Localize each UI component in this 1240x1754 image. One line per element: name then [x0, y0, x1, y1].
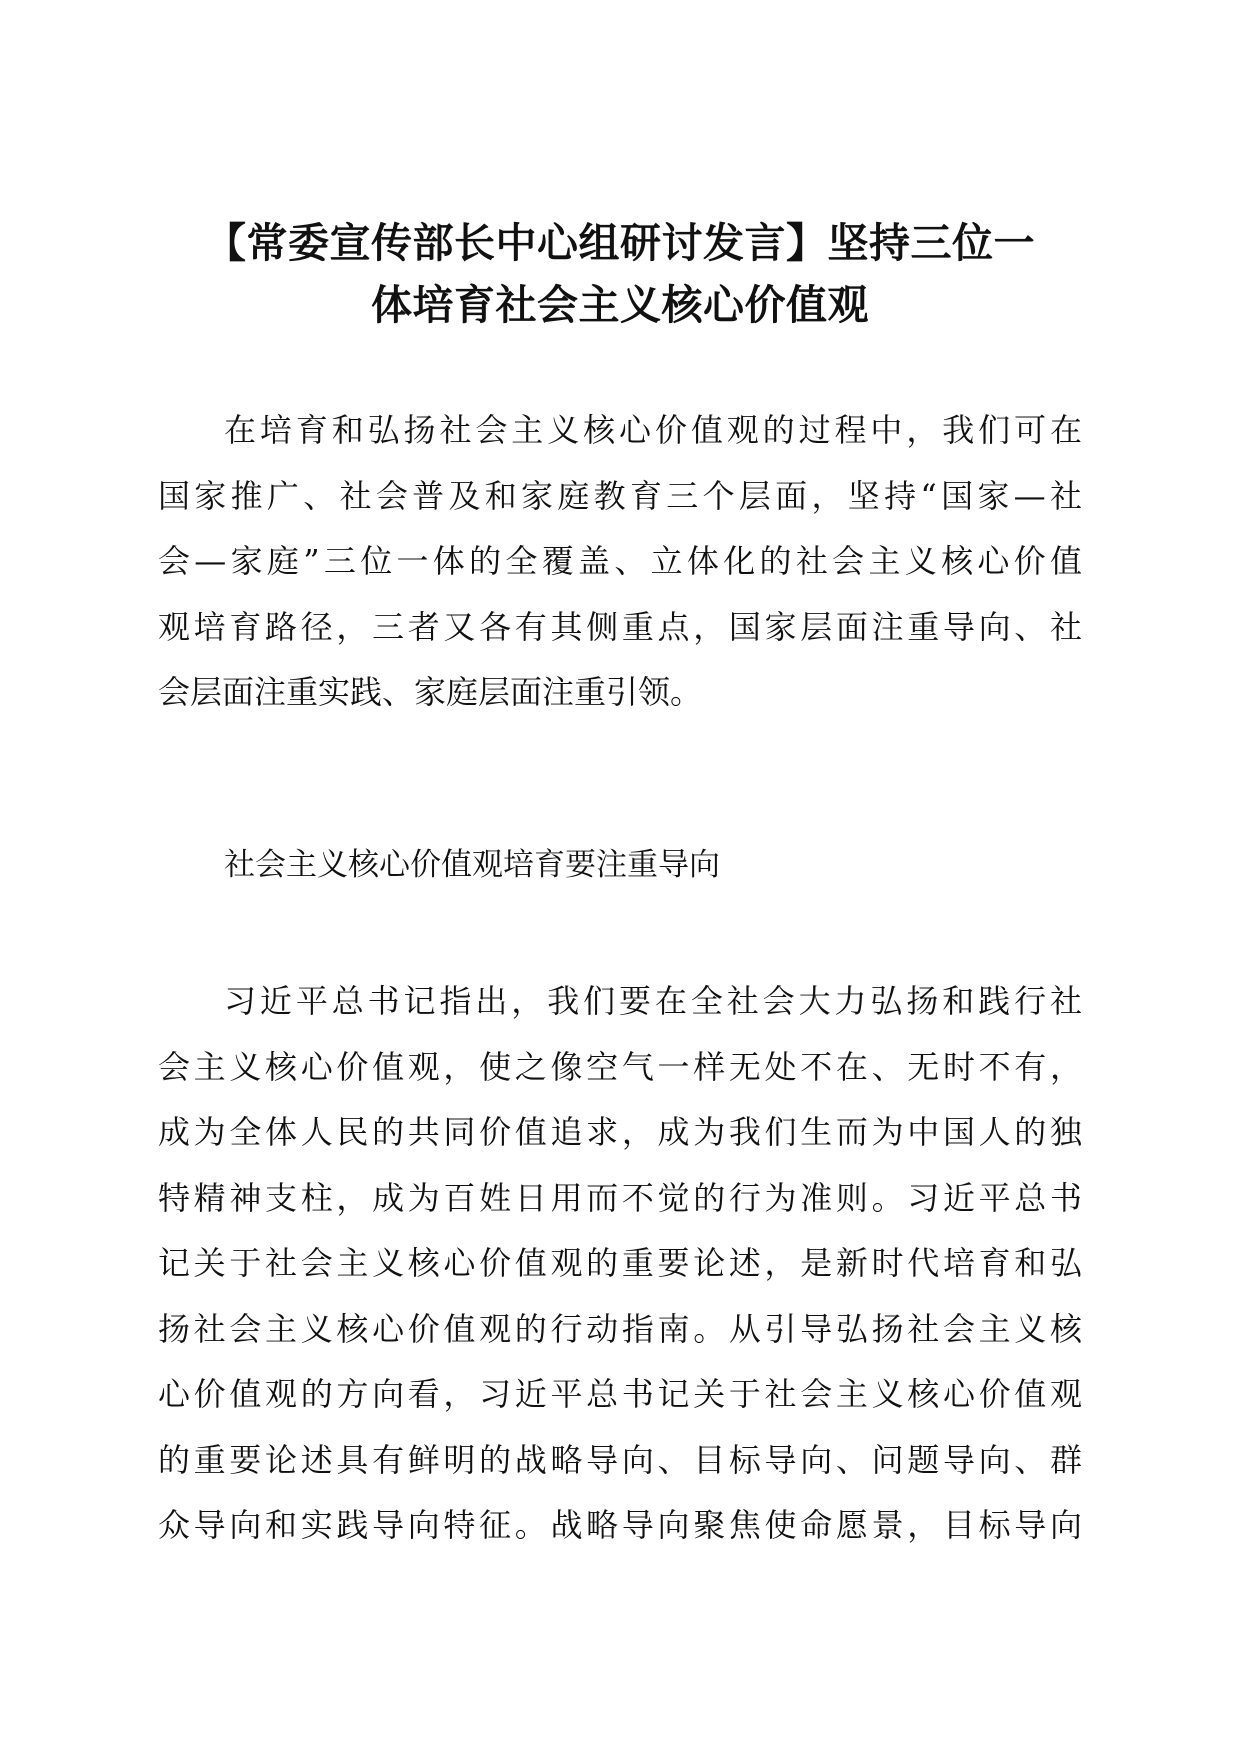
- document-title: [150, 212, 1090, 336]
- paragraph-line: 会层面注重实践、家庭层面注重引领。: [158, 673, 703, 711]
- title-line-2: 体培育社会主义核心价值观: [371, 281, 869, 329]
- paragraph-line: 成为全体人民的共同价值追求，成为我们生而为中国人的独: [158, 1113, 1082, 1151]
- paragraph-line: 在培育和弘扬社会主义核心价值观的过程中，我们可在: [224, 411, 1082, 449]
- paragraph-line: 国家推广、社会普及和家庭教育三个层面，坚持“国家—社: [158, 476, 1082, 515]
- paragraph-section-1: [158, 969, 1082, 1559]
- paragraph-line: 会—家庭”三位一体的全覆盖、立体化的社会主义核心价值: [158, 542, 1082, 580]
- paragraph-line: 扬社会主义核心价值观的行动指南。从引导弘扬社会主义核: [158, 1309, 1082, 1348]
- paragraph-line: 记关于社会主义核心价值观的重要论述，是新时代培育和弘: [158, 1244, 1082, 1282]
- paragraph-line: 特精神支柱，成为百姓日用而不觉的行为准则。习近平总书: [158, 1178, 1082, 1217]
- paragraph-line: 会主义核心价值观，使之像空气一样无处不在、无时不有，: [158, 1047, 1082, 1086]
- paragraph-line: 众导向和实践导向特征。战略导向聚焦使命愿景，目标导向: [158, 1506, 1082, 1544]
- paragraph-intro: [158, 398, 1082, 726]
- paragraph-line: 习近平总书记指出，我们要在全社会大力弘扬和践行社: [224, 982, 1082, 1020]
- title-line-1: 【常委宣传部长中心组研讨发言】坚持三位一: [205, 219, 1035, 267]
- section-heading: 社会主义核心价值观培育要注重导向: [224, 847, 720, 883]
- paragraph-line: 心价值观的方向看，习近平总书记关于社会主义核心价值观: [158, 1375, 1082, 1413]
- paragraph-line: 的重要论述具有鲜明的战略导向、目标导向、问题导向、群: [158, 1440, 1082, 1479]
- paragraph-line: 观培育路径，三者又各有其侧重点，国家层面注重导向、社: [158, 607, 1082, 646]
